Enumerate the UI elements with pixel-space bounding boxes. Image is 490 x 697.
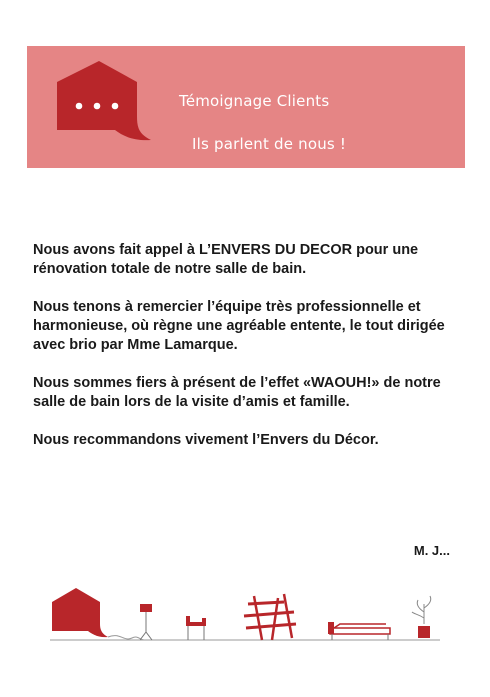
furniture-line-illustration [40, 582, 450, 652]
header-banner [27, 46, 465, 168]
testimonial-paragraph: Nous recommandons vivement l’Envers du Décor. [33, 432, 379, 448]
house-speech-bubble-icon [27, 46, 167, 168]
signature: M. J... [413, 543, 450, 558]
banner-title: Témoignage Clients [179, 92, 330, 110]
testimonial-paragraph: Nous sommes fiers à présent de l’effet «WAOUH!» de notre salle de bain lors de la visite d’amis et famille. [33, 375, 441, 410]
banner-subtitle: Ils parlent de nous ! [192, 135, 347, 153]
testimonial-paragraph: Nous tenons à remercier l’équipe très professionnelle et harmonieuse, où règne une agréable entente, le tout dirigée avec brio par Mme Lamarque. [33, 299, 445, 353]
testimonial-paragraph: Nous avons fait appel à L’ENVERS DU DECOR pour une rénovation totale de notre salle de bain. [33, 242, 419, 277]
testimonial-body [33, 241, 463, 469]
